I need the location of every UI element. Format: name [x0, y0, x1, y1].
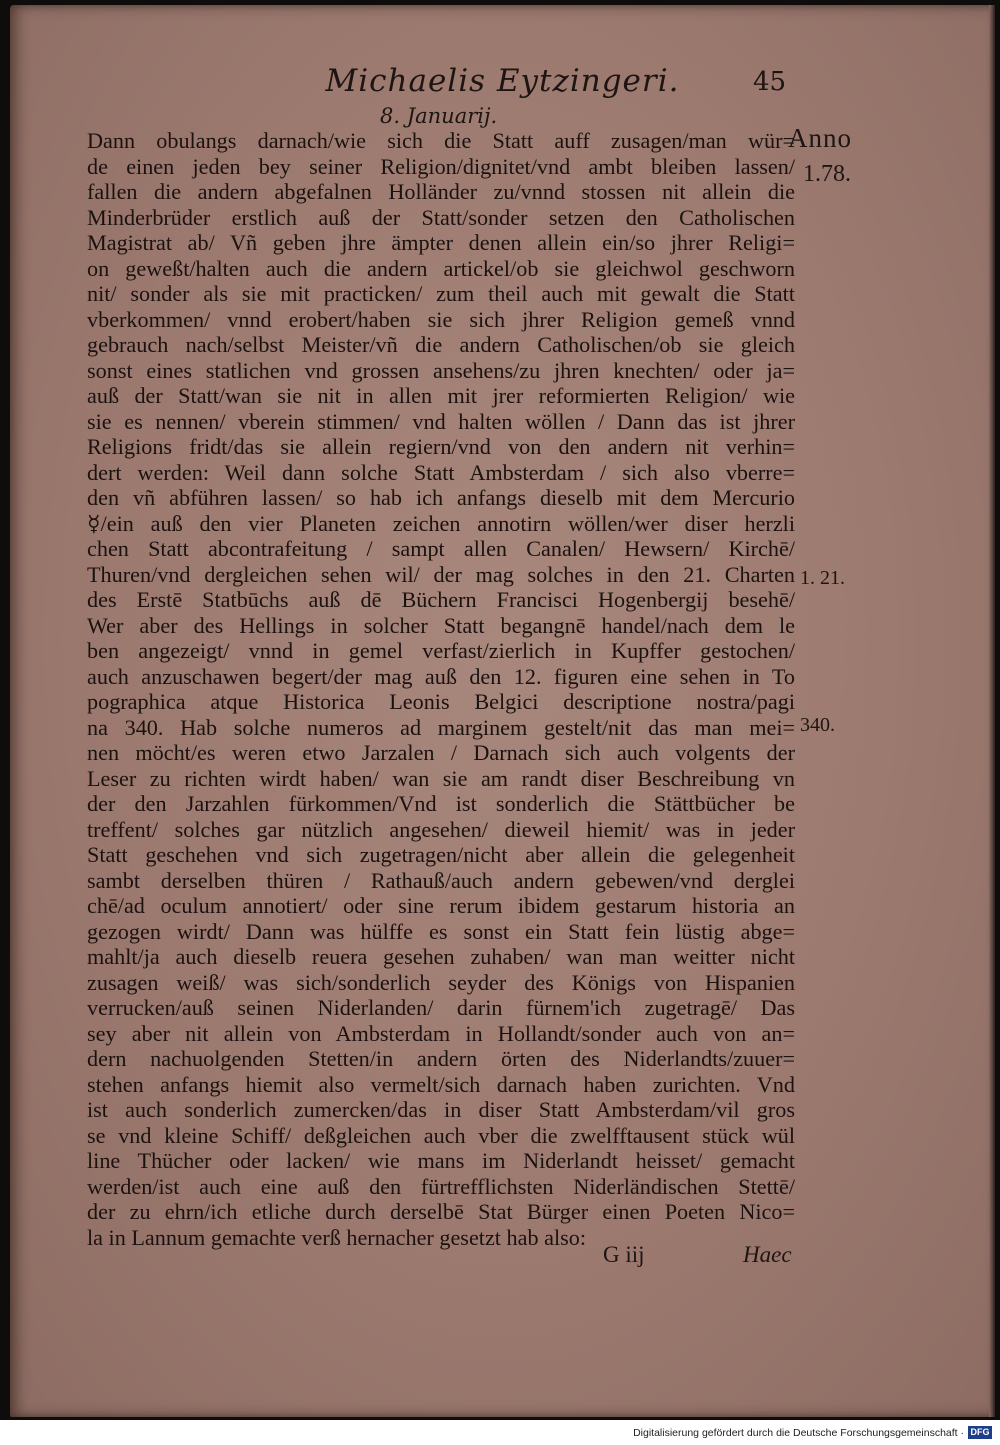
text-line: de einen jeden bey seiner Religion/dignitet/vnd ambt bleiben lassen/ [87, 153, 795, 179]
text-line: pographica atque Historica Leonis Belgici descriptione nostra/pagi [87, 689, 795, 714]
text-line: den vñ abführen lassen/ so hab ich anfangs dieselb mit dem Mercurio [87, 485, 795, 510]
funding-credit: Digitalisierung gefördert durch die Deutsche Forschungsgemeinschaft · [633, 1427, 964, 1439]
text-line: auch anzuschawen begert/der mag auß den 12. figuren eine sehen in To [87, 663, 795, 689]
text-line: gezogen wirdt/ Dann was hülffe es sonst ein Statt fein lüstig abge= [87, 918, 795, 944]
body-text [87, 128, 795, 1250]
text-line: Leser zu richten wirdt haben/ wan sie am randt diser Beschreibung vn [87, 765, 795, 791]
text-line: der den Jarzahlen fürkommen/Vnd ist sonderlich die Stättbücher be [87, 791, 795, 816]
text-line: line Thücher oder lacken/ wie mans im Niderlandt heisset/ gemacht [87, 1148, 795, 1173]
text-line: on geweßt/halten auch die andern artickel/ob sie gleichwol geschworn [87, 255, 795, 281]
text-line: chen Statt abcontrafeitung / sampt allen Canalen/ Hewsern/ Kirchē/ [87, 536, 795, 561]
margin-note-reference: 340. [800, 714, 835, 736]
text-line: ben angezeigt/ vnnd in gemel verfast/zierlich in Kupffer gestochen/ [87, 638, 795, 663]
dfg-logo-icon: DFG [968, 1426, 992, 1439]
text-line: sonst eines statlichen vnd grossen ansehens/zu jhren knechten/ oder ja= [87, 357, 795, 383]
date-line: 8. Januarij. [380, 104, 498, 128]
text-line: verrucken/auß seinen Niderlanden/ darin fürnem'ich zugetragē/ Das [87, 995, 795, 1020]
text-line: Minderbrüder erstlich auß der Statt/sonder setzen den Catholischen [87, 204, 795, 230]
text-line: Wer aber des Hellings in solcher Statt begangnē handel/nach dem le [87, 612, 795, 638]
signature-mark: G iij [603, 1242, 645, 1267]
text-line: la in Lannum gemachte verß hernacher gesetzt hab also: [87, 1224, 587, 1250]
text-line: vberkommen/ vnnd erobert/haben sie sich jhrer Religion gemeß vnnd [87, 306, 795, 332]
text-line: Religions fridt/das sie allein regiern/vnd von den andern nit verhin= [87, 434, 795, 459]
page-number: 45 [753, 67, 787, 97]
text-line: dert werden: Weil dann solche Statt Ambsterdam / sich also vberre= [87, 459, 795, 485]
text-line: chē/ad oculum annotiert/ oder sine rerum ibidem gestarum historia an [87, 893, 795, 918]
text-line: sey aber nit allein von Ambsterdam in Hollandt/sonder auch von an= [87, 1020, 795, 1046]
text-line: werden/ist auch eine auß den fürtrefflichsten Niderländischen Stettē/ [87, 1173, 795, 1199]
text-line: stehen anfangs hiemit also vermelt/sich darnach haben zurichten. Vnd [87, 1071, 795, 1097]
text-line: ☿/ein auß den vier Planeten zeichen annotirn wöllen/wer diser herzli [87, 510, 795, 536]
text-line: nit/ sonder als sie mit practicken/ zum theil auch mit gewalt die Statt [87, 281, 795, 306]
text-line: zusagen weiß/ was sich/sonderlich seyder des Königs von Hispanien [87, 969, 795, 995]
text-line: Thuren/vnd dergleichen sehen wil/ der mag solches in den 21. Charten [87, 561, 795, 587]
text-line: mahlt/ja auch dieselb reuera gesehen zuhaben/ wan man weitter nicht [87, 944, 795, 969]
text-line: ist auch sonderlich zumercken/das in diser Statt Ambsterdam/vil gros [87, 1097, 795, 1122]
margin-note-year: 1.78. [803, 161, 851, 187]
text-line: treffent/ solches gar nützlich angesehen/ dieweil hiemit/ was in jeder [87, 816, 795, 842]
text-line: sie es nennen/ vberein stimmen/ vnd halten wöllen / Dann das ist jhrer [87, 408, 795, 434]
text-line: Dann obulangs darnach/wie sich die Statt auff zusagen/man wür= [87, 128, 795, 153]
text-line: fallen die andern abgefalnen Holländer zu/vnnd stossen nit allein die [87, 179, 795, 204]
text-line: gebrauch nach/selbst Meister/vñ die andern Catholischen/ob sie gleich [87, 332, 795, 357]
text-line: auß der Statt/wan sie nit in allen mit jrer reformierten Religion/ wie [87, 383, 795, 408]
text-line: Statt geschehen vnd sich zugetragen/nicht aber allein die gelegenheit [87, 842, 795, 867]
margin-note-reference: 1. 21. [800, 567, 845, 589]
text-line: des Erstē Statbūchs auß dē Büchern Francisci Hogenbergij besehē/ [87, 587, 795, 612]
page-sheet [10, 5, 995, 1417]
page-edge [989, 5, 995, 1417]
text-line: Magistrat ab/ Vñ geben jhre ämpter denen allein ein/so jhrer Religi= [87, 230, 795, 255]
text-line: sambt derselben thüren / Rathauß/auch andern gebewen/vnd derglei [87, 867, 795, 893]
text-line: se vnd kleine Schiff/ deßgleichen auch vber die zwelfftausent stück wül [87, 1122, 795, 1148]
margin-note-anno: Anno [788, 123, 852, 153]
text-line: na 340. Hab solche numeros ad marginem gestelt/nit das man mei= [87, 714, 795, 740]
running-title: Michaelis Eytzingeri. [325, 63, 680, 99]
text-line: der zu ehrn/ich etliche durch derselbē Stat Bürger einen Poeten Nico= [87, 1199, 795, 1224]
text-line: nen möcht/es weren etwo Jarzalen / Darnach sich auch volgents der [87, 740, 795, 765]
catchword: Haec [743, 1242, 792, 1267]
text-line: dern nachuolgenden Stetten/in andern örten des Niderlandts/zuuer= [87, 1046, 795, 1071]
